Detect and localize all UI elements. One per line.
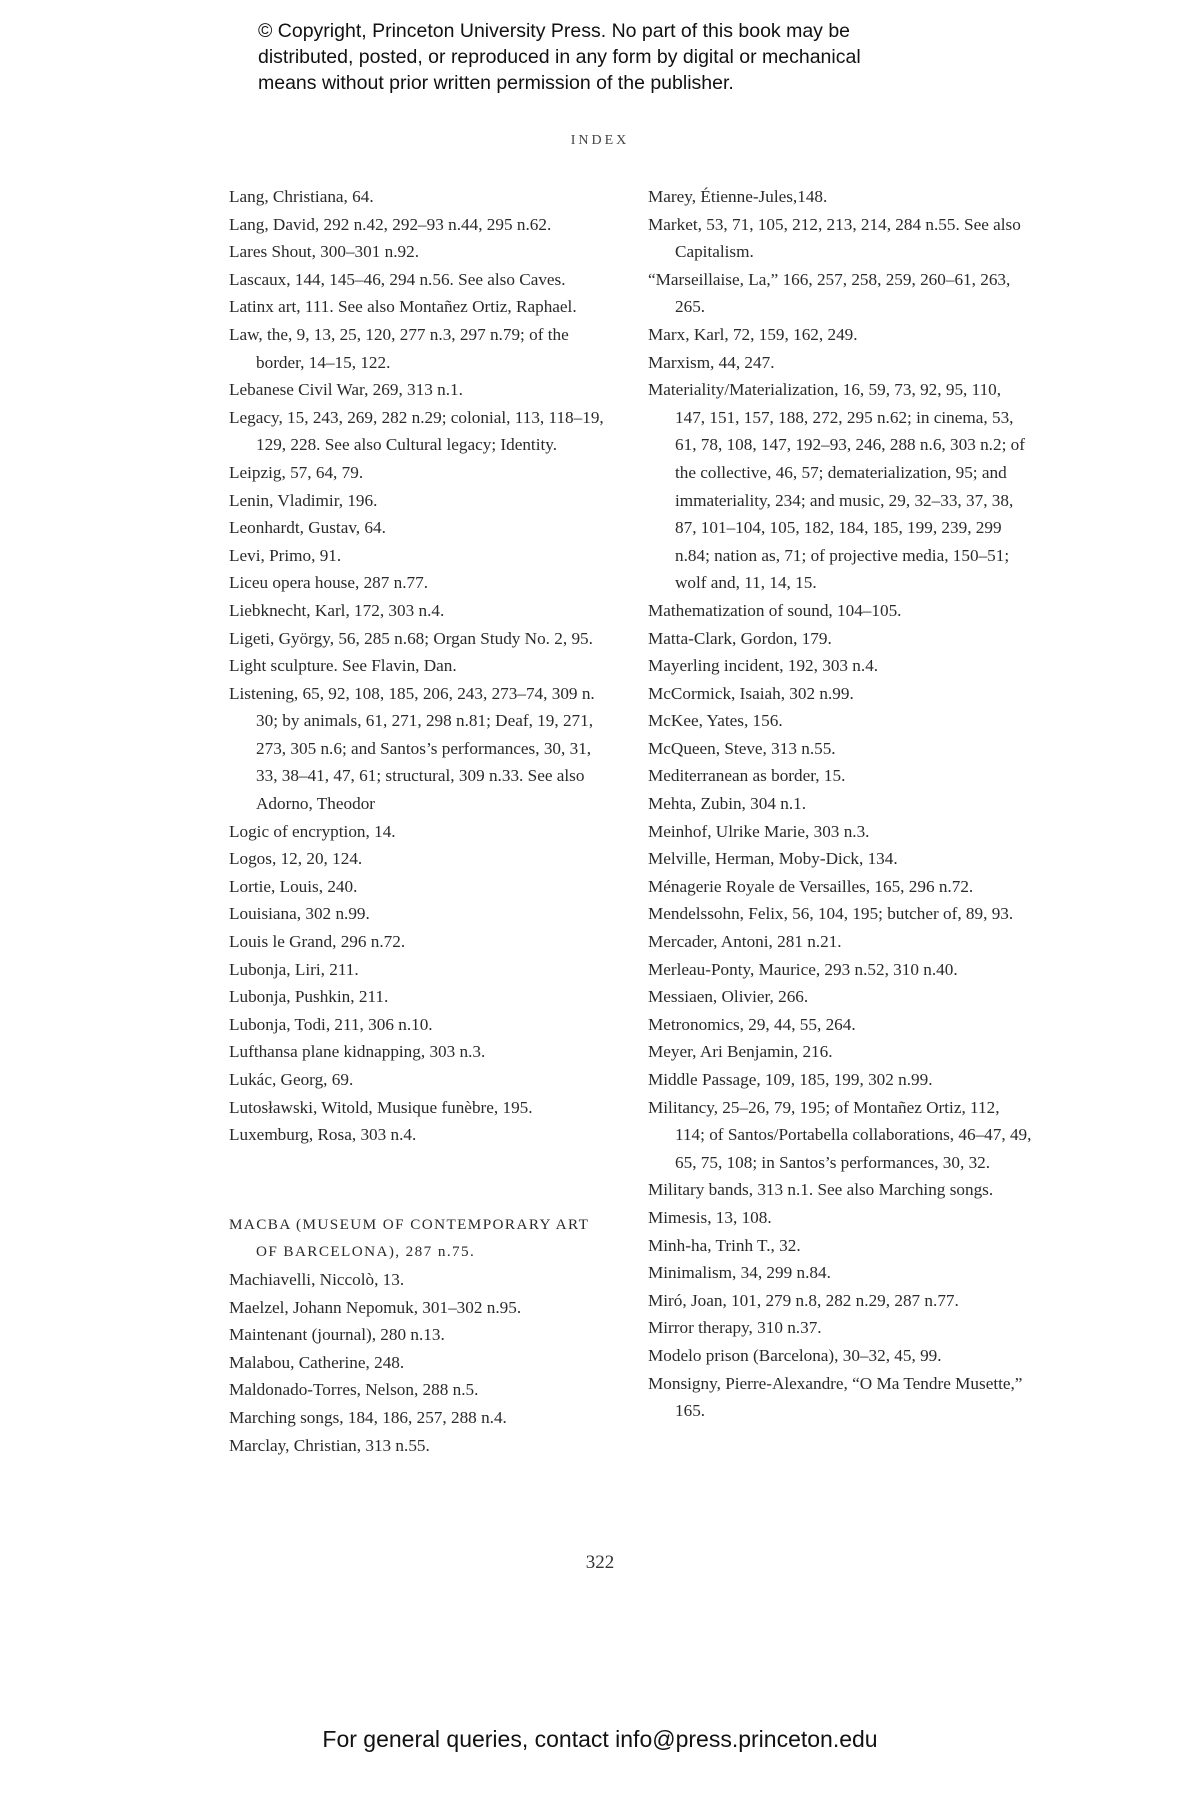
index-column-left (229, 183, 609, 1459)
index-entry: Mimesis, 13, 108. (648, 1207, 772, 1227)
index-entry: Liebknecht, Karl, 172, 303 n.4. (229, 600, 445, 620)
copyright-line: distributed, posted, or reproduced in any form by digital or mechanical (258, 46, 861, 68)
index-entry: Market, 53, 71, 105, 212, 213, 214, 284 n.55. See also Capitalism. (648, 214, 1021, 262)
index-entry: Minh-ha, Trinh T., 32. (648, 1235, 801, 1255)
index-entry: Marching songs, 184, 186, 257, 288 n.4. (229, 1407, 507, 1427)
index-entry: Louisiana, 302 n.99. (229, 904, 370, 924)
index-entry: Logos, 12, 20, 124. (229, 849, 363, 869)
index-entry: Messiaen, Olivier, 266. (648, 987, 809, 1007)
index-entry: Lufthansa plane kidnapping, 303 n.3. (229, 1042, 486, 1062)
index-entry: Ligeti, György, 56, 285 n.68; Organ Study No. 2, 95. (229, 628, 593, 648)
index-entry: Lares Shout, 300–301 n.92. (229, 242, 420, 262)
copyright-line: © Copyright, Princeton University Press. No part of this book may be (258, 20, 851, 42)
index-entry: Lascaux, 144, 145–46, 294 n.56. See also Caves. (229, 269, 566, 289)
index-entry: Mehta, Zubin, 304 n.1. (648, 794, 807, 814)
index-entry: Listening, 65, 92, 108, 185, 206, 243, 273–74, 309 n. 30; by animals, 61, 271, 298 n.81; Deaf, 19, 271, 273, 305 n.6; and Santos’s performances, 30, 31, 33, 38–41, 47, 61; structural, 309 n.33. See also Adorno, Theodor (229, 683, 595, 814)
index-entry: McCormick, Isaiah, 302 n.99. (648, 683, 854, 703)
index-entry: Leipzig, 57, 64, 79. (229, 462, 364, 482)
index-entry: Marey, Étienne-Jules,148. (648, 187, 828, 206)
index-entry: Leonhardt, Gustav, 64. (229, 518, 386, 538)
index-entry: Mendelssohn, Felix, 56, 104, 195; butcher of, 89, 93. (648, 904, 1014, 924)
index-entry: Marxism, 44, 247. (648, 352, 775, 372)
index-entry: Militancy, 25–26, 79, 195; of Montañez Ortiz, 112, 114; of Santos/Portabella collaborations, 46–47, 49, 65, 75, 108; in Santos’s performances, 30, 32. (648, 1097, 1032, 1172)
index-entry: Louis le Grand, 296 n.72. (229, 932, 406, 952)
index-entry: Marx, Karl, 72, 159, 162, 249. (648, 324, 858, 344)
index-entry: MACBA (MUSEUM OF CONTEMPORARY ART OF BARCELONA), 287 n.75. (229, 1215, 590, 1261)
copyright-line: means without prior written permission of the publisher. (258, 72, 734, 94)
index-entry: Minimalism, 34, 299 n.84. (648, 1263, 831, 1283)
index-entry: Lukác, Georg, 69. (229, 1070, 354, 1089)
index-entry: Luxemburg, Rosa, 303 n.4. (229, 1125, 417, 1145)
footer-contact: For general queries, contact info@press.princeton.edu (322, 1726, 878, 1752)
index-entry: Latinx art, 111. See also Montañez Ortiz, Raphael. (229, 297, 577, 317)
index-entry: Mirror therapy, 310 n.37. (648, 1318, 822, 1338)
index-entry: Machiavelli, Niccolò, 13. (229, 1269, 405, 1289)
index-entry: McKee, Yates, 156. (648, 711, 783, 731)
index-entry: Matta-Clark, Gordon, 179. (648, 628, 832, 648)
index-entry: Lubonja, Todi, 211, 306 n.10. (229, 1014, 433, 1034)
index-entry: Mathematization of sound, 104–105. (648, 600, 902, 620)
index-entry: Ménagerie Royale de Versailles, 165, 296 n.72. (648, 876, 974, 896)
index-entry: Modelo prison (Barcelona), 30–32, 45, 99. (648, 1345, 942, 1365)
index-entry: Miró, Joan, 101, 279 n.8, 282 n.29, 287 n.77. (648, 1290, 959, 1310)
index-entry: Lang, Christiana, 64. (229, 187, 374, 206)
index-entry: McQueen, Steve, 313 n.55. (648, 738, 836, 758)
index-entry: Military bands, 313 n.1. See also Marching songs. (648, 1180, 994, 1200)
index-entry: Maelzel, Johann Nepomuk, 301–302 n.95. (229, 1297, 522, 1317)
index-entry: Melville, Herman, Moby-Dick, 134. (648, 849, 898, 869)
index-entry: Meinhof, Ulrike Marie, 303 n.3. (648, 821, 870, 841)
index-entry: Lubonja, Pushkin, 211. (229, 987, 389, 1007)
index-entry: Liceu opera house, 287 n.77. (229, 573, 429, 593)
index-entry: Materiality/Materialization, 16, 59, 73, 92, 95, 110, 147, 151, 157, 188, 272, 295 n.62; in cinema, 53, 61, 78, 108, 147, 192–93, 246, 288 n.6, 303 n.2; of the collective, 46, 57; dematerialization, 95; and immateriality, 234; and music, 29, 32–33, 37, 38, 87, 101–104, 105, 182, 184, 185, 199, 239, 299 n.84; nation as, 71; of projective media, 150–51; wolf and, 11, 14, 15. (648, 380, 1025, 593)
index-entry: Lubonja, Liri, 211. (229, 959, 359, 979)
index-entry: “Marseillaise, La,” 166, 257, 258, 259, 260–61, 263, 265. (648, 269, 1011, 317)
index-entry: Mayerling incident, 192, 303 n.4. (648, 656, 879, 676)
index-entry: Logic of encryption, 14. (229, 821, 396, 841)
index-entry: Law, the, 9, 13, 25, 120, 277 n.3, 297 n.79; of the border, 14–15, 122. (229, 324, 569, 372)
index-entry: Lebanese Civil War, 269, 313 n.1. (229, 380, 463, 400)
index-entry: Malabou, Catherine, 248. (229, 1352, 405, 1372)
index-entry: Legacy, 15, 243, 269, 282 n.29; colonial, 113, 118–19, 129, 228. See also Cultural legacy; Identity. (229, 407, 604, 455)
index-entry: Middle Passage, 109, 185, 199, 302 n.99. (648, 1070, 933, 1089)
page-number: 322 (585, 1552, 615, 1573)
index-entry: Marclay, Christian, 313 n.55. (229, 1435, 430, 1455)
index-entry: Mediterranean as border, 15. (648, 766, 846, 786)
section-gap (229, 1166, 609, 1194)
index-entry: Metronomics, 29, 44, 55, 264. (648, 1014, 856, 1034)
index-entry: Lang, David, 292 n.42, 292–93 n.44, 295 n.62. (229, 214, 552, 234)
copyright-notice (258, 18, 1018, 96)
index-entry: Lortie, Louis, 240. (229, 876, 358, 896)
index-entry: Merleau-Ponty, Maurice, 293 n.52, 310 n.40. (648, 959, 958, 979)
index-entry: Light sculpture. See Flavin, Dan. (229, 656, 457, 676)
index-entry: Monsigny, Pierre-Alexandre, “O Ma Tendre Musette,” 165. (648, 1373, 1023, 1421)
index-entry: Meyer, Ari Benjamin, 216. (648, 1042, 833, 1062)
index-column-right (648, 183, 1033, 1425)
index-entry: Maldonado-Torres, Nelson, 288 n.5. (229, 1380, 479, 1400)
index-entry: Lutosławski, Witold, Musique funèbre, 195. (229, 1097, 533, 1117)
index-entry: Lenin, Vladimir, 196. (229, 490, 378, 510)
index-entry: Mercader, Antoni, 281 n.21. (648, 932, 842, 952)
running-head: INDEX (570, 133, 630, 148)
index-entry: Levi, Primo, 91. (229, 545, 342, 565)
index-entry: Maintenant (journal), 280 n.13. (229, 1325, 445, 1345)
